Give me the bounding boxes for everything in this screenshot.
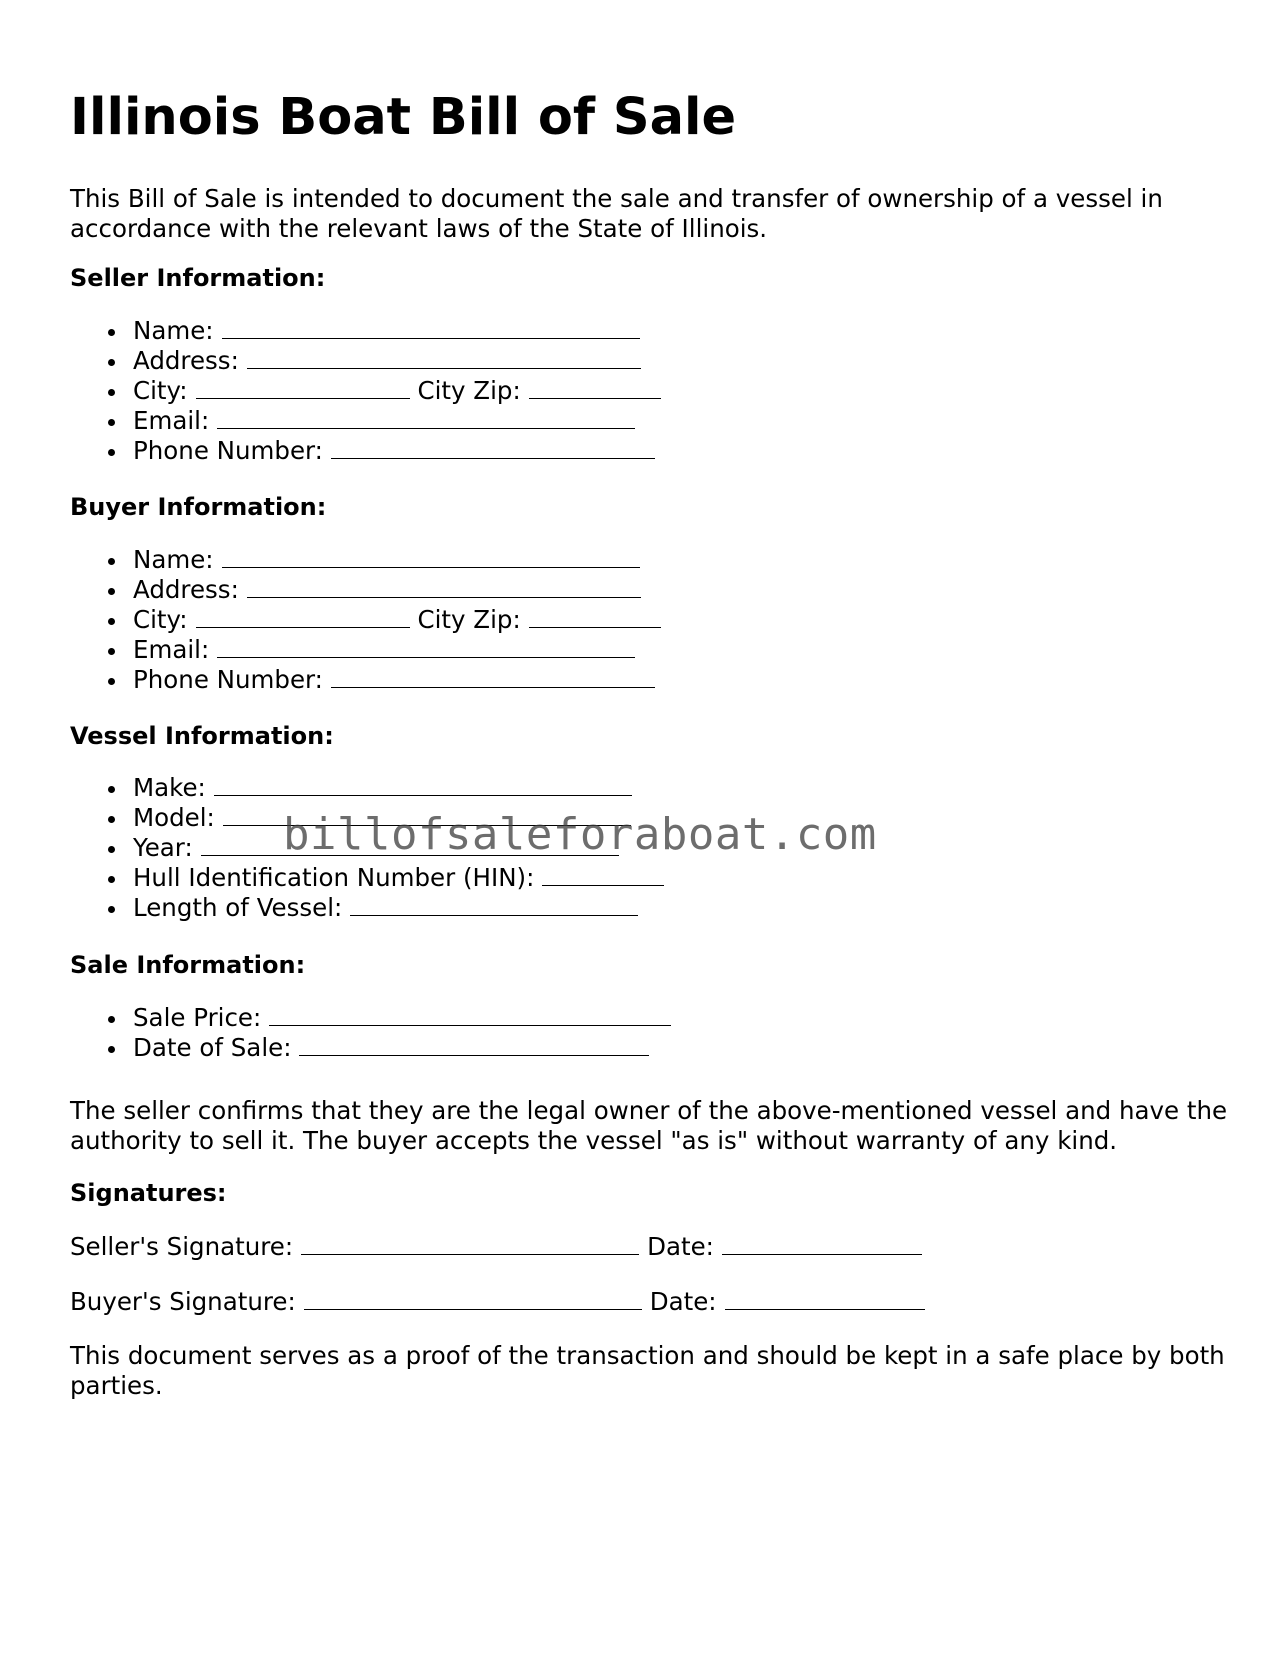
buyer-zip-label: City Zip: (417, 605, 521, 634)
buyer-heading: Buyer Information: (70, 493, 327, 521)
seller-zip-blank[interactable] (529, 376, 661, 399)
buyer-name-label: Name: (133, 545, 214, 574)
vessel-year-blank[interactable] (201, 833, 619, 856)
buyer-city-blank[interactable] (196, 605, 410, 628)
buyer-phone-blank[interactable] (331, 665, 655, 688)
seller-address-field (133, 346, 661, 376)
seller-email-label: Email: (133, 406, 210, 435)
buyer-address-label: Address: (133, 575, 239, 604)
buyer-email-label: Email: (133, 635, 210, 664)
vessel-length-blank[interactable] (350, 893, 638, 916)
buyer-phone-label: Phone Number: (133, 665, 323, 694)
confirmation-paragraph: The seller confirms that they are the legal owner of the above-mentioned vessel and have the authority to sell it. The buyer accepts the vessel "as is" without warranty of any kind. (70, 1096, 1228, 1155)
vessel-hin-field (133, 863, 664, 893)
document-title: Illinois Boat Bill of Sale (70, 88, 737, 147)
vessel-fields (70, 773, 664, 923)
buyer-signature-blank[interactable] (304, 1287, 642, 1310)
sale-price-label: Sale Price: (133, 1003, 262, 1032)
seller-date-blank[interactable] (722, 1232, 922, 1255)
watermark: billofsaleforaboat.com (283, 809, 877, 860)
buyer-signature-label: Buyer's Signature: (70, 1287, 296, 1316)
vessel-make-label: Make: (133, 773, 206, 802)
sale-heading: Sale Information: (70, 951, 306, 979)
vessel-model-field (133, 803, 664, 833)
buyer-name-blank[interactable] (222, 545, 640, 568)
vessel-heading: Vessel Information: (70, 722, 334, 750)
vessel-hin-blank[interactable] (542, 863, 664, 886)
vessel-hin-label: Hull Identification Number (HIN): (133, 863, 535, 892)
seller-phone-blank[interactable] (331, 436, 655, 459)
buyer-name-field (133, 545, 661, 575)
seller-signature-line (70, 1232, 922, 1262)
seller-email-blank[interactable] (217, 406, 635, 429)
intro-paragraph: This Bill of Sale is intended to document the sale and transfer of ownership of a vessel in accordance with the relevant laws of the State of Illinois. (70, 184, 1163, 243)
sale-date-label: Date of Sale: (133, 1033, 292, 1062)
buyer-date-label: Date: (649, 1287, 717, 1316)
seller-zip-label: City Zip: (417, 376, 521, 405)
buyer-address-field (133, 575, 661, 605)
buyer-zip-blank[interactable] (529, 605, 661, 628)
vessel-year-field (133, 833, 664, 863)
vessel-length-field (133, 893, 664, 923)
buyer-email-blank[interactable] (217, 635, 635, 658)
vessel-make-blank[interactable] (214, 773, 632, 796)
vessel-year-label: Year: (133, 833, 193, 862)
seller-name-label: Name: (133, 316, 214, 345)
seller-signature-blank[interactable] (301, 1232, 639, 1255)
seller-email-field (133, 406, 661, 436)
seller-phone-label: Phone Number: (133, 436, 323, 465)
buyer-city-label: City: (133, 605, 188, 634)
seller-city-field (133, 376, 661, 406)
sale-price-field (133, 1003, 671, 1033)
seller-heading: Seller Information: (70, 264, 326, 292)
seller-address-label: Address: (133, 346, 239, 375)
seller-fields (70, 316, 661, 466)
seller-city-blank[interactable] (196, 376, 410, 399)
signatures-heading: Signatures: (70, 1179, 227, 1207)
sale-date-blank[interactable] (299, 1033, 649, 1056)
buyer-city-field (133, 605, 661, 635)
buyer-email-field (133, 635, 661, 665)
buyer-signature-line (70, 1287, 925, 1317)
seller-city-label: City: (133, 376, 188, 405)
vessel-length-label: Length of Vessel: (133, 893, 343, 922)
vessel-model-blank[interactable] (223, 803, 631, 826)
buyer-phone-field (133, 665, 661, 695)
buyer-fields (70, 545, 661, 695)
vessel-model-label: Model: (133, 803, 215, 832)
buyer-address-blank[interactable] (247, 575, 641, 598)
buyer-date-blank[interactable] (725, 1287, 925, 1310)
seller-address-blank[interactable] (247, 346, 641, 369)
seller-name-field (133, 316, 661, 346)
seller-date-label: Date: (647, 1232, 714, 1261)
sale-fields (70, 1003, 671, 1063)
seller-phone-field (133, 436, 661, 466)
sale-date-field (133, 1033, 671, 1063)
sale-price-blank[interactable] (269, 1003, 671, 1026)
seller-signature-label: Seller's Signature: (70, 1232, 294, 1261)
closing-paragraph: This document serves as a proof of the transaction and should be kept in a safe place by both parties. (70, 1341, 1225, 1400)
seller-name-blank[interactable] (222, 316, 640, 339)
vessel-make-field (133, 773, 664, 803)
